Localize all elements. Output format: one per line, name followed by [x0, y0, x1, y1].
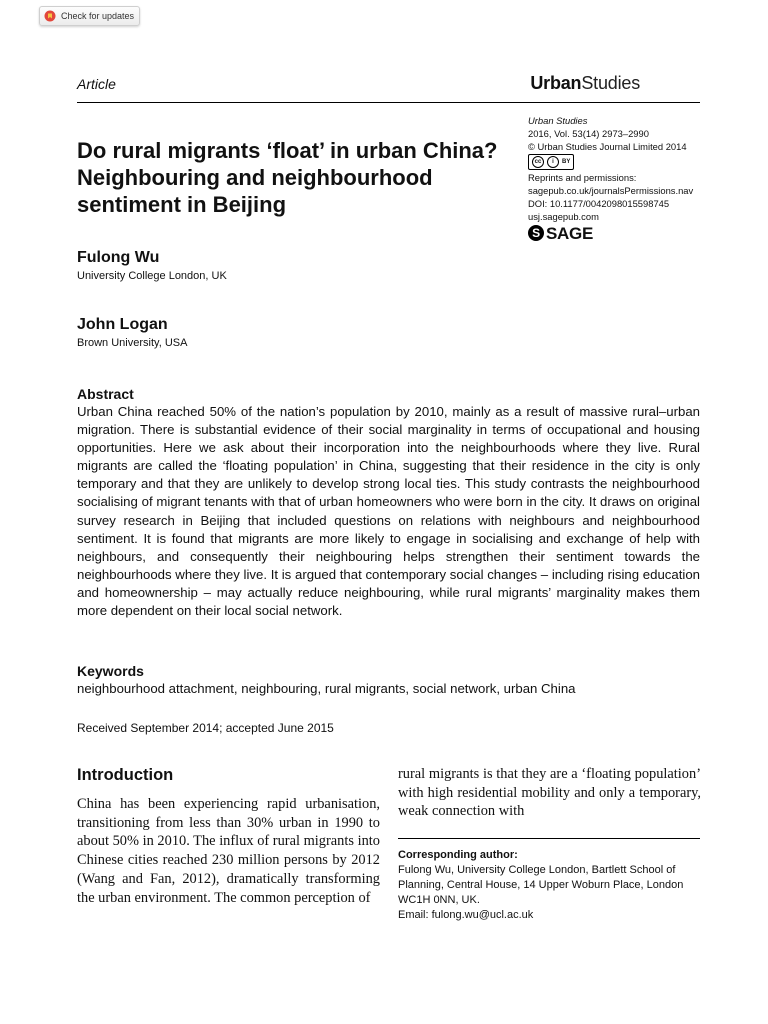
- author-name: Fulong Wu: [77, 249, 160, 266]
- cc-icon: cc: [532, 156, 544, 168]
- sage-s-icon: S: [528, 225, 544, 241]
- received-dates: Received September 2014; accepted June 2015: [77, 721, 334, 735]
- keywords-text: neighbourhood attachment, neighbouring, rural migrants, social network, urban China: [77, 681, 576, 696]
- person-icon: i: [547, 156, 559, 168]
- author-affiliation: University College London, UK: [77, 270, 227, 282]
- journal-brand-bold: Urban: [530, 73, 582, 93]
- footnote-rule: [398, 838, 700, 839]
- journal-brand: [530, 73, 640, 94]
- corresponding-author: [398, 848, 700, 923]
- doi[interactable]: DOI: 10.1177/0042098015598745: [528, 198, 670, 209]
- paper-title: Do rural migrants ‘float’ in urban China? Neighbouring and neighbourhood sentiment in Beijing: [77, 138, 498, 217]
- author-affiliation: Brown University, USA: [77, 337, 188, 349]
- header-rule: [77, 102, 700, 103]
- check-for-updates-label: Check for updates: [61, 11, 135, 21]
- corresponding-heading: Corresponding author:: [398, 849, 518, 861]
- journal-brand-light: Studies: [581, 73, 640, 93]
- corresponding-email[interactable]: Email: fulong.wu@ucl.ac.uk: [398, 909, 534, 921]
- keywords-heading: Keywords: [77, 663, 144, 679]
- publisher-name: SAGE: [546, 223, 593, 243]
- abstract-text: Urban China reached 50% of the nation’s population by 2010, mainly as a result of massive rural–urban migration. There is substantial evidence of their social marginality in terms of occupational and housing opportunities. Here we ask about their incorporation into the neighbourhoods where they live. Rural migrants are called the ‘floating population’ in China, suggesting that their residence in the city is only temporary and that they are unlikely to develop strong local ties. This study contrasts the neighbourhood socialising of migrant tenants with that of urban homeowners who were born in the city. It draws on original survey research in Beijing that included questions on relations with neighbours and neighbourhood sentiment. It is found that migrants are more likely to engage in socialising and exchange of help with neighbours, and consequently their neighbouring helps strengthen their sentiment towards the neighbourhoods where they live. It is argued that contemporary social changes – including rising education and homeownership – may actually reduce neighbouring, while rural migrants’ marginality makes them more dependent on their local social network.: [77, 404, 700, 619]
- introduction-right-column: rural migrants is that they are a ‘floating population’ with high residential mobility and only a temporary, weak connection with: [398, 766, 701, 820]
- check-for-updates-button[interactable]: [39, 6, 140, 26]
- author-name: John Logan: [77, 316, 168, 333]
- copyright: © Urban Studies Journal Limited 2014: [528, 141, 687, 152]
- abstract-heading: Abstract: [77, 386, 134, 402]
- cc-license-badge[interactable]: [528, 154, 574, 170]
- update-icon: [44, 10, 56, 22]
- corresponding-address: Fulong Wu, University College London, Bartlett School of Planning, Central House, 14 Upper Woburn Place, London WC1H 0NN, UK.: [398, 864, 684, 906]
- introduction-left-column: China has been experiencing rapid urbanisation, transitioning from less than 30% urban in 1990 to about 50% in 2010. The influx of rural migrants into Chinese cities reached 230 million persons by 2012 (Wang and Fan, 2012), dramatically transforming the urban environment. The common perception of: [77, 796, 380, 906]
- volume-info: 2016, Vol. 53(14) 2973–2990: [528, 128, 649, 139]
- article-type-label: Article: [77, 76, 116, 92]
- journal-info: [528, 114, 708, 241]
- reprints-label: Reprints and permissions:: [528, 172, 637, 183]
- reprints-link[interactable]: sagepub.co.uk/journalsPermissions.nav: [528, 185, 694, 196]
- journal-name: Urban Studies: [528, 115, 588, 126]
- journal-url[interactable]: usj.sagepub.com: [528, 211, 599, 222]
- cc-label: BY: [562, 158, 571, 165]
- introduction-heading: Introduction: [77, 766, 174, 784]
- publisher-logo: [528, 225, 708, 241]
